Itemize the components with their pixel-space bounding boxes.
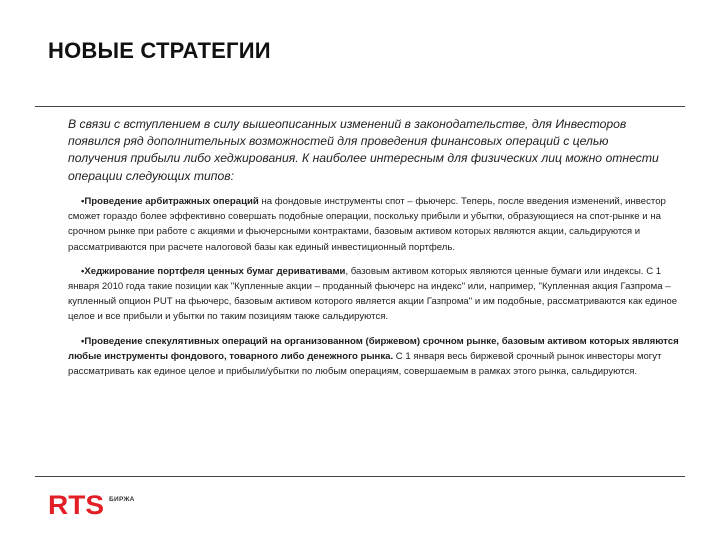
top-divider bbox=[35, 106, 685, 107]
bullet-list bbox=[68, 194, 688, 388]
bullet-text: С 1 января весь биржевой срочный рынок инвесторы могут рассматривать как единое целое и прибыли/убытки по любым операциям, совершаемым в рамках этого рынка, сальдируются. bbox=[68, 350, 662, 378]
bullet-lead: Хеджирование портфеля ценных бумаг деривативами bbox=[84, 265, 346, 277]
page-title: НОВЫЕ СТРАТЕГИИ bbox=[48, 38, 271, 63]
rts-logo-mark bbox=[48, 491, 106, 517]
bullet-lead: Проведение спекулятивных операций на организованном (биржевом) срочном рынке, базовым активом которых являются любые инструменты фондового, товарного либо денежного рынка. bbox=[68, 335, 679, 362]
bullet-hedging bbox=[68, 264, 688, 325]
bullet-arbitrage bbox=[68, 194, 688, 255]
rts-logo-sub: БИРЖА bbox=[109, 496, 135, 503]
bullet-lead: Проведение арбитражных операций bbox=[84, 196, 259, 207]
bullet-dot: • bbox=[81, 265, 85, 277]
rts-logo-text: RTS bbox=[48, 491, 104, 517]
bullet-text: на фондовые инструменты спот – фьючерс. Теперь, после введения изменений, инвестор сможет гораздо более эффективно совершать подобные операции, поскольку прибыли и убытки, образующиеся на спот-рынке и на срочном рынке при работе с акциями и фьючерсными контрактами, базовым активом которых являются акции, сальдируются и рассматриваются при расчете налоговой базы как единый инвестиционный портфель. bbox=[68, 196, 666, 253]
bottom-divider bbox=[35, 476, 685, 477]
rts-logo bbox=[48, 491, 135, 517]
bullet-dot: • bbox=[81, 196, 85, 207]
bullet-dot: • bbox=[81, 335, 85, 347]
intro-paragraph: В связи с вступлением в силу вышеописанных изменений в законодательстве, для Инвесторов появился ряд дополнительных возможностей для проведения финансовых операций с целью получения прибыли либо хеджирования. К наиболее интересным для физических лиц можно отнести операции следующих типов: bbox=[68, 117, 659, 183]
bullet-text: , базовым активом которых являются ценные бумаги или индексы. С 1 января 2010 года такие позиции как "Купленные акции – проданный фьючерс на индекс" или, например, "Купленная акция Газпрома – купленный опцион PUT на фьючерс, базовым активом которого является акции Газпрома" и им подобные, рассматриваются как единое целое и все прибыли и убытки по таким позициям также сальдируются. bbox=[68, 265, 678, 323]
bullet-speculative bbox=[68, 334, 688, 380]
